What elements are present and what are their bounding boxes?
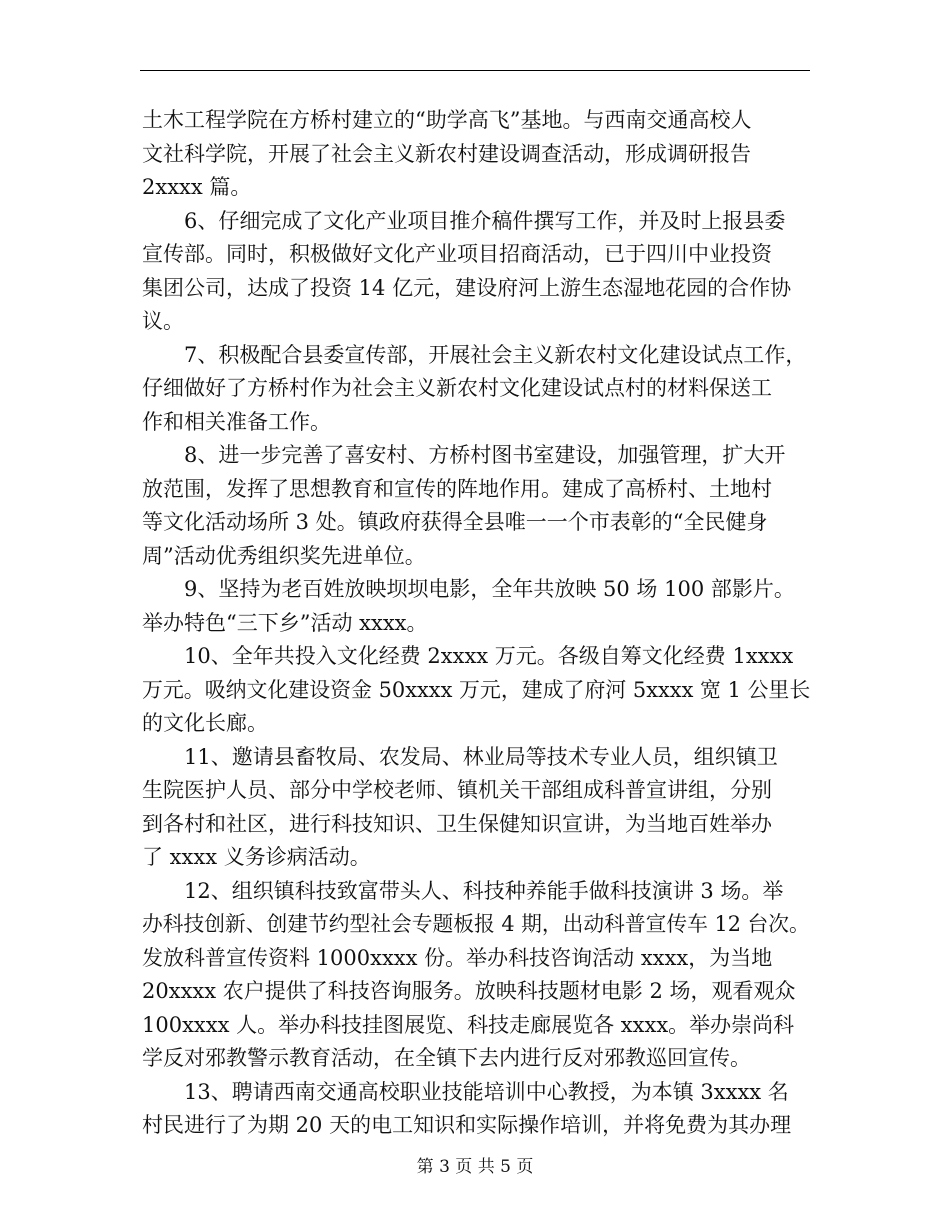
text-line: 集团公司，达成了投资 14 亿元，建设府河上游生态湿地花园的合作协 (142, 275, 792, 300)
text-line: 仔细做好了方桥村作为社会主义新农村文化建设试点村的材料保送工 (142, 376, 772, 400)
text-line: 的文化长廊。 (142, 711, 268, 735)
text-line: 万元。吸纳文化建设资金 50xxxx 万元，建成了府河 5xxxx 宽 1 公里长 (142, 677, 810, 702)
body-text (142, 104, 810, 1143)
text-line: 土木工程学院在方桥村建立的“助学高飞”基地。与西南交通高校人 (142, 108, 752, 132)
text-line: 举办特色“三下乡”活动 xxxx。 (142, 610, 428, 635)
text-line: 2xxxx 篇。 (142, 175, 252, 199)
text-line: 了 xxxx 义务诊病活动。 (142, 845, 371, 869)
text-line: 文社科学院，开展了社会主义新农村建设调查活动，形成调研报告 (142, 141, 751, 166)
text-line: 等文化活动场所 3 处。镇政府获得全县唯一一个市表彰的“全民健身 (142, 510, 768, 534)
text-line: 100xxxx 人。举办科技挂图展览、科技走廊展览各 xxxx。举办崇尚科 (142, 1012, 795, 1037)
text-line: 9、坚持为老百姓放映坝坝电影，全年共放映 50 场 100 部影片。 (184, 577, 795, 601)
page-number-label: 第 3 页 共 5 页 (416, 1157, 534, 1177)
text-line: 13、聘请西南交通高校职业技能培训中心教授，为本镇 3xxxx 名 (184, 1079, 789, 1104)
text-line: 作和相关准备工作。 (142, 409, 331, 434)
text-line: 到各村和社区，进行科技知识、卫生保健知识宣讲，为当地百姓举办 (142, 811, 772, 836)
text-line: 办科技创新、创建节约型社会专题板报 4 期，出动科普宣传车 12 台次。 (142, 912, 810, 936)
text-line: 6、仔细完成了文化产业项目推介稿件撰写工作，并及时上报县委 (184, 208, 786, 233)
text-line: 周”活动优秀组织奖先进单位。 (142, 543, 426, 568)
text-line: 7、积极配合县委宣传部，开展社会主义新农村文化建设试点工作， (184, 342, 807, 367)
text-line: 20xxxx 农户提供了科技咨询服务。放映科技题材电影 2 场，观看观众 (142, 979, 796, 1003)
text-line: 学反对邪教警示教育活动，在全镇下去内进行反对邪教巡回宣传。 (142, 1046, 751, 1070)
text-line: 村民进行了为期 20 天的电工知识和实际操作培训，并将免费为其办理 (142, 1113, 792, 1137)
page-footer (0, 1152, 950, 1177)
text-line: 10、全年共投入文化经费 2xxxx 万元。各级自筹文化经费 1xxxx (184, 644, 794, 668)
header-rule (140, 70, 810, 71)
text-line: 11、邀请县畜牧局、农发局、林业局等技术专业人员，组织镇卫 (184, 744, 778, 769)
text-line: 发放科普宣传资料 1000xxxx 份。举办科技咨询活动 xxxx，为当地 (142, 945, 773, 970)
text-line: 放范围，发挥了思想教育和宣传的阵地作用。建成了高桥村、土地村 (142, 476, 772, 501)
text-line: 8、进一步完善了喜安村、方桥村图书室建设，加强管理，扩大开 (184, 443, 786, 467)
text-line: 宣传部。同时，积极做好文化产业项目招商活动，已于四川中业投资 (142, 242, 772, 266)
text-line: 12、组织镇科技致富带头人、科技种养能手做科技演讲 3 场。举 (184, 878, 784, 903)
text-line: 议。 (142, 309, 184, 333)
text-line: 生院医护人员、部分中学校老师、镇机关干部组成科普宣讲组，分别 (142, 778, 772, 802)
